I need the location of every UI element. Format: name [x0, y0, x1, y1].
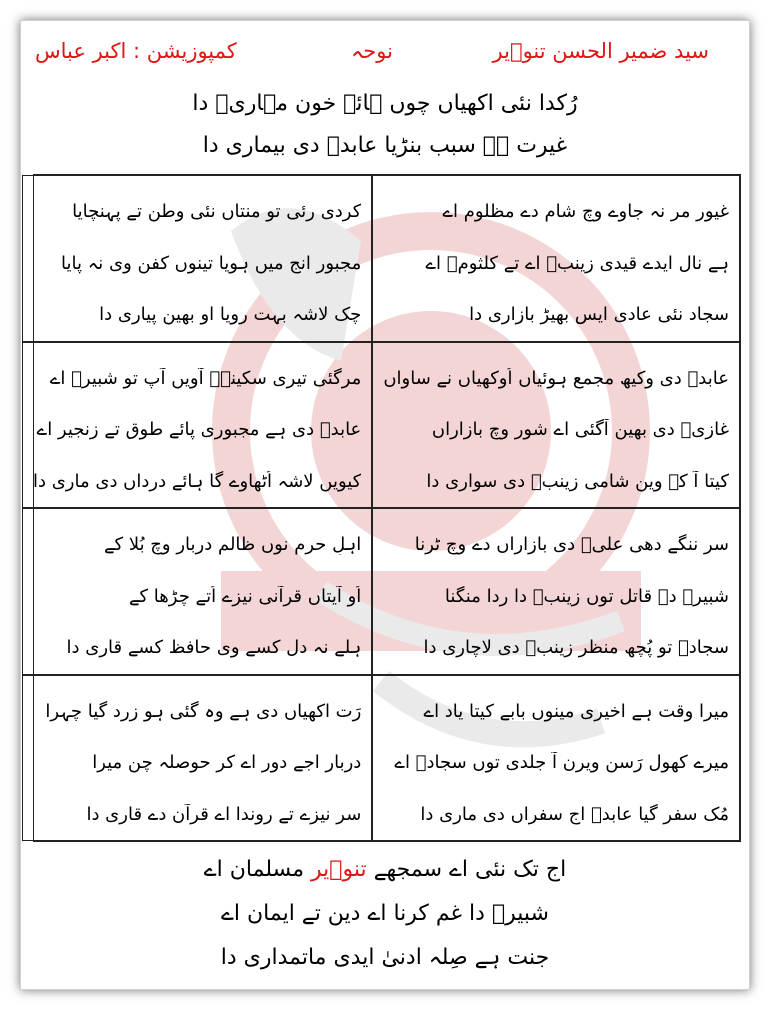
stanza-2-left	[22, 342, 372, 509]
stanza-table	[33, 174, 741, 842]
title-line-2: غیرت ہے سبب بنڑیا عابدؑ دی بیماری دا	[202, 133, 568, 158]
verse-line: سر نیزے تے روندا اے قرآن دے قاری دا	[86, 803, 362, 825]
verse-line: عابدؑ دی ہے مجبوری پائے طوق تے زنجیر اے	[36, 419, 362, 441]
stanza-1-left	[22, 175, 372, 342]
verse-line: سجاد نئی عادی ایس بھیڑ بازاری دا	[469, 304, 729, 326]
verse-line: عابدؑ دی وکیھ مجمع ہوئیاں اُوکھیاں نے ساواں	[383, 367, 729, 389]
footer-line-1-start: اج تک نئی اے سمجھے	[373, 857, 567, 882]
verse-line: کیتا آ کے وین شامی زینبؑ دی سواری دا	[426, 470, 729, 492]
footer-line-2: شبیرؑ دا غم کرنا اے دین تے ایمان اے	[221, 901, 549, 926]
verse-line: غازیؑ دی بھین آگئی اے شور وچ بازاراں	[431, 419, 729, 441]
verse-line: ہے نال ایدے قیدی زینبؑ اے تے کلثومؑ اے	[425, 252, 729, 274]
verse-line: میرا وقت ہے اخیری مینوں بابے کیتا یاد اے	[423, 700, 729, 722]
header	[21, 39, 749, 79]
verse-line: مرگئی تیری سکینہؑ آویں آپ تو شبیرؑ اے	[49, 367, 362, 389]
stanza-4-right	[372, 675, 740, 842]
composition-credit: کمپوزیشن : اکبر عباس	[35, 39, 237, 63]
verse-line: رَت اکھیاں دی ہے وہ گئی ہو زرد گیا چہرا	[45, 700, 362, 722]
verse-line: مجبور انج میں ہویا تینوں کفن وی نہ پایا	[61, 252, 362, 274]
verse-line: اُو آیتاں قرآنی نیزے اُتے چڑھا کے	[128, 585, 362, 607]
verse-line: غیور مر نہ جاوے وچ شام دے مظلوم اے	[442, 201, 729, 223]
stanza-1-right	[372, 175, 740, 342]
footer-line-1-end: مسلمان اے	[203, 857, 305, 882]
verse-line: چک لاشہ بہت رویا او بھین پیاری دا	[99, 304, 362, 326]
footer-line-1	[21, 857, 749, 882]
verse-line: کردی رئی تو منتاں نئی وطن تے پہنچایا	[72, 201, 362, 223]
stanza-3-right	[372, 508, 740, 675]
verse-line: میرے کھول رَسن ویرن آ جلدی توں سجادؑ اے	[394, 752, 729, 774]
verse-line: کیویں لاشہ اُٹھاوے گا ہائے درداں دی ماری دا	[32, 470, 362, 492]
verse-line: سر ننگے دھی علیؑ دی بازاراں دے وچ ٹرنا	[414, 534, 729, 556]
poet-pen-name: تنوؔیر	[311, 857, 367, 882]
verse-line: ہلے نہ دل کسے وی حافظ کسے قاری دا	[66, 637, 362, 659]
verse-line: شبیرؑ دے قاتل توں زینبؑ دا ردا منگنا	[444, 585, 729, 607]
footer-line-3: جنت ہے صِلہ ادنیٰ ایدی ماتمداری دا	[220, 945, 550, 970]
poet-name: سید ضمیر الحسن تنوؔیر	[492, 39, 709, 63]
verse-line: مُک سفر گیا عابدؑ اج سفراں دی ماری دا	[420, 803, 729, 825]
stanza-4-left	[22, 675, 372, 842]
stanza-3-left	[22, 508, 372, 675]
stanza-2-right	[372, 342, 740, 509]
verse-line: دربار اجے دور اے کر حوصلہ چن میرا	[92, 752, 362, 774]
verse-line: سجادؑ تو پُچھ منظر زینبؑ دی لاچاری دا	[423, 637, 729, 659]
verse-line: اہلِ حرم نوں ظالم دربار وچ بُلا کے	[104, 534, 362, 556]
document-page	[20, 20, 750, 990]
poem-type: نوحہ	[351, 39, 393, 63]
title-line-1: رُکدا نئی اکھیاں چوں ہائے خون مہاریؑ دا	[192, 91, 578, 116]
